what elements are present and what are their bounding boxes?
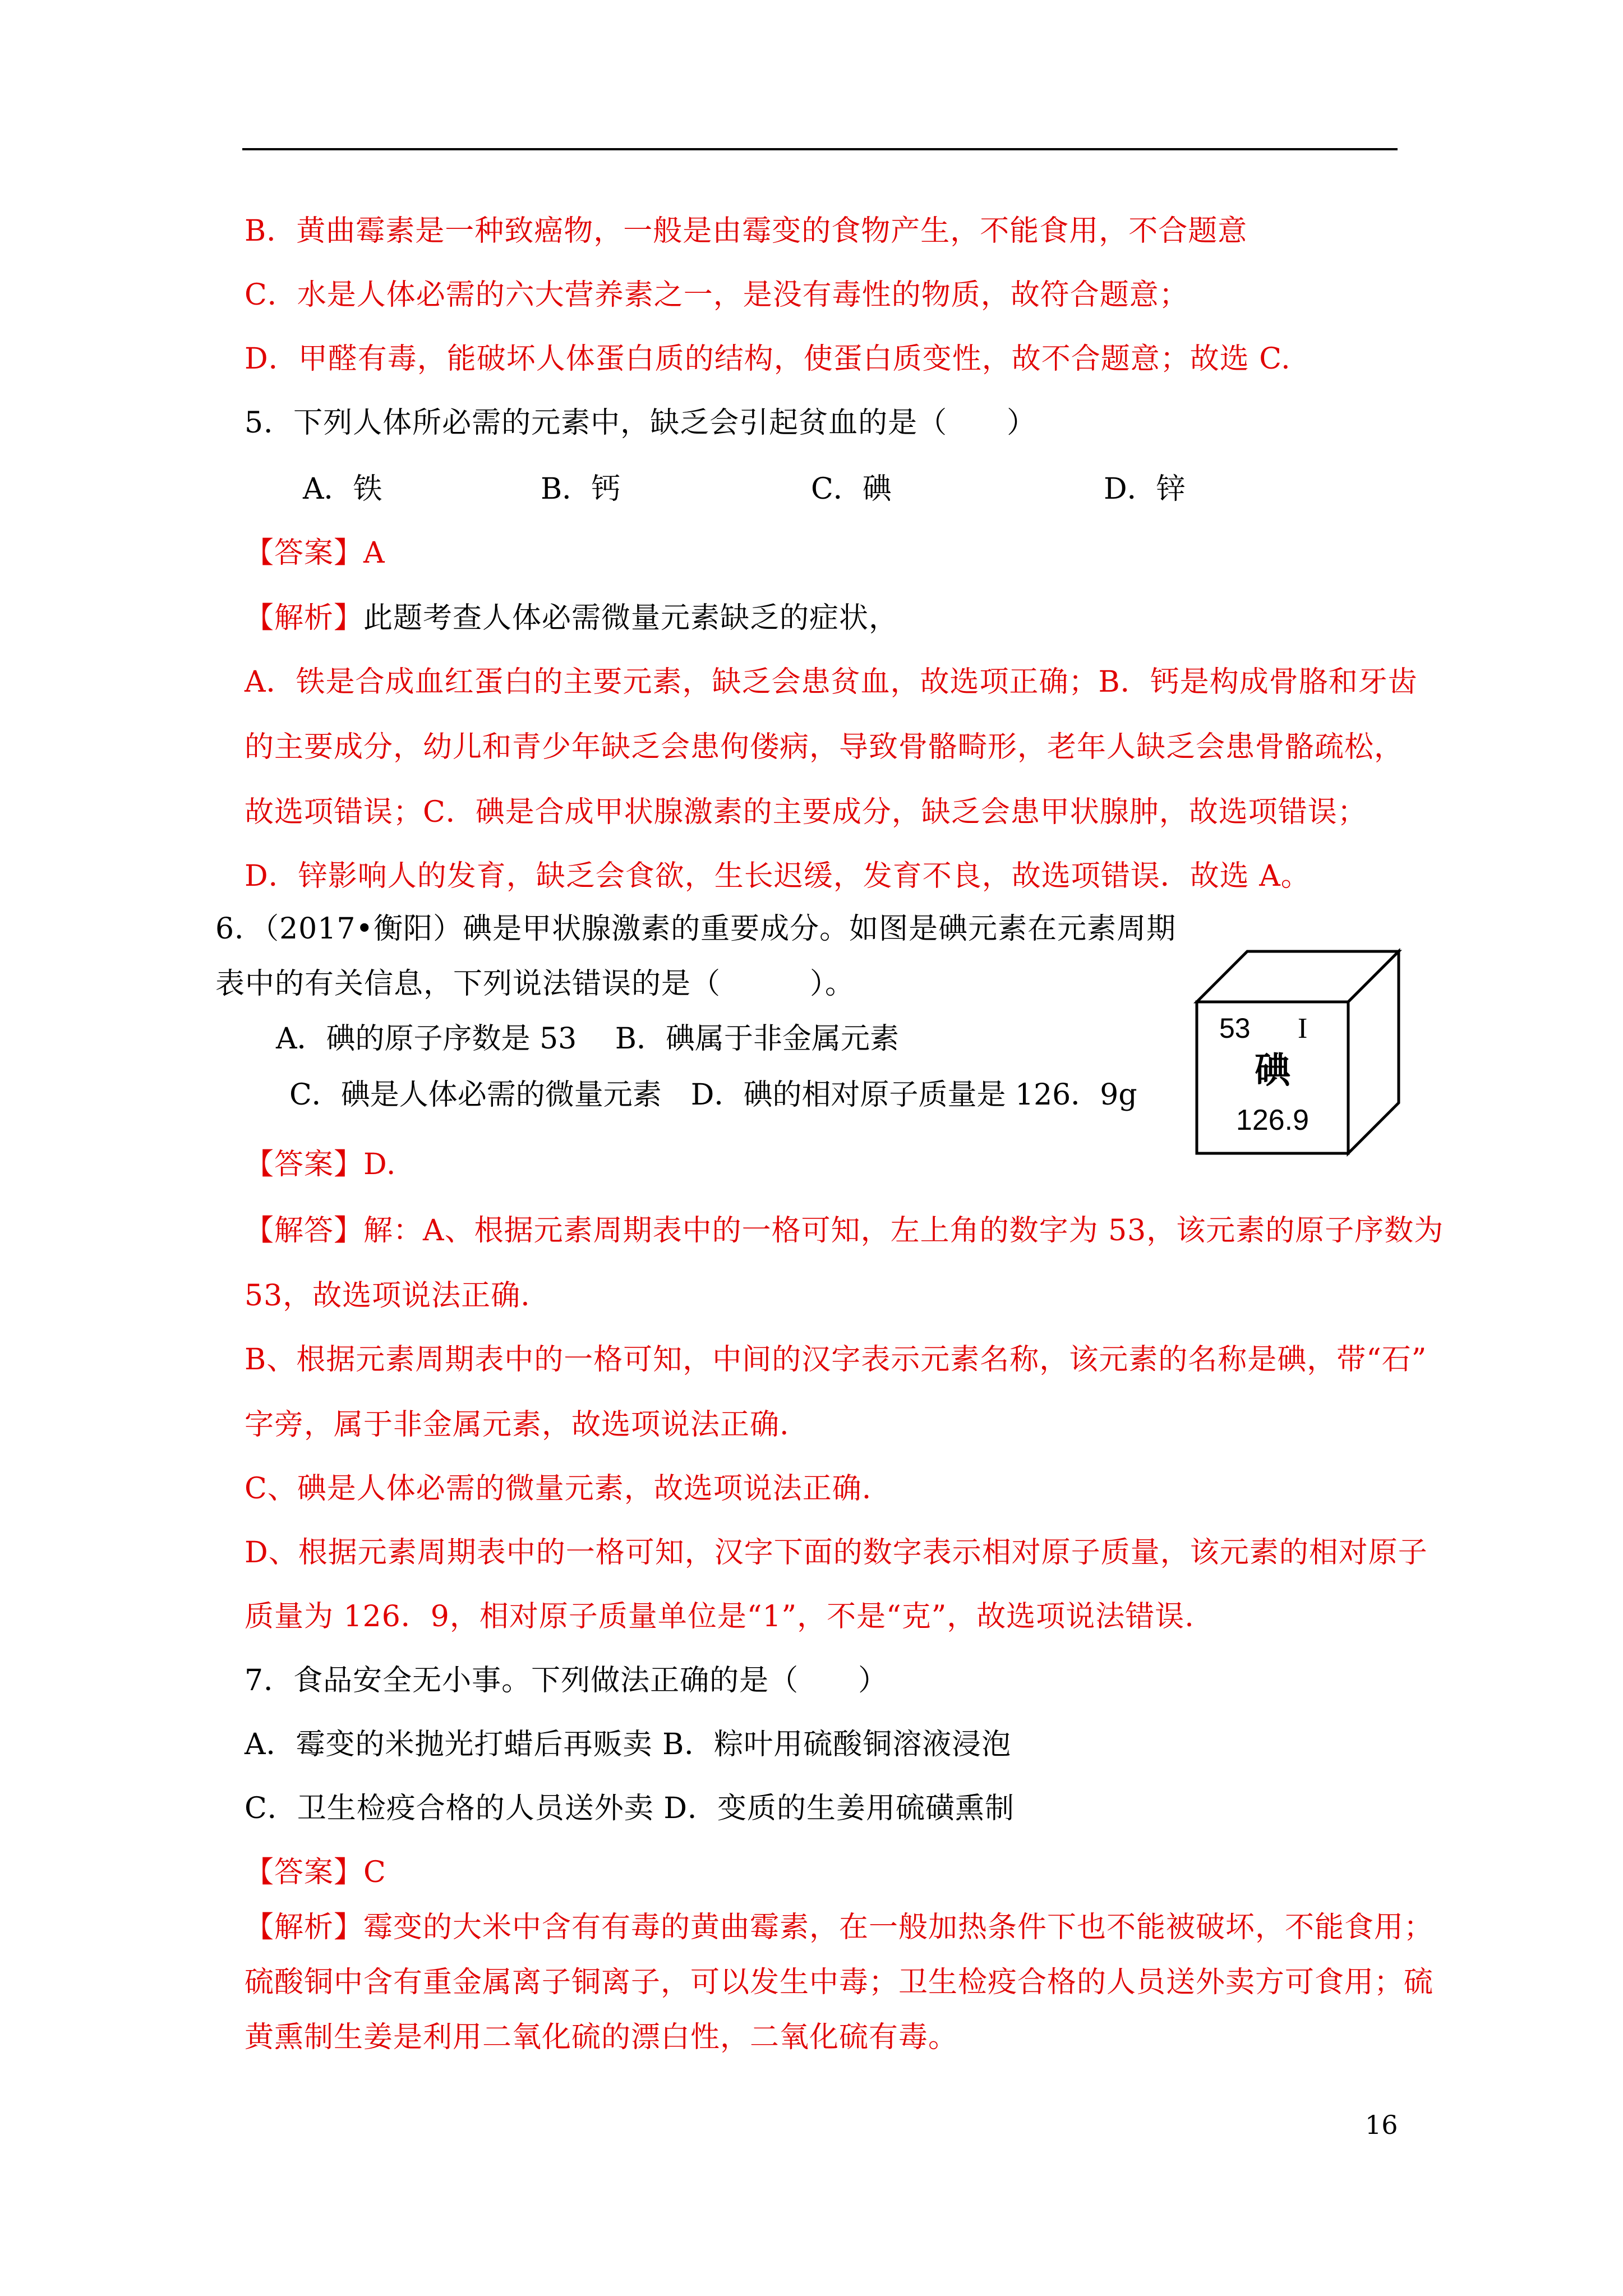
answer-tag: 【答案】 [245,1148,364,1181]
q6-solution-first [245,1211,1444,1251]
q5-analysis-line: A．铁是合成血红蛋白的主要元素，缺乏会患贫血，故选项正确；B．钙是构成骨胳和牙齿 [245,665,1418,699]
answer-tag: 【答案】 [245,1856,364,1889]
q4-analysis-c: C．水是人体必需的六大营养素之一，是没有毒性的物质，故符合题意； [245,278,1189,312]
q6-stem-line2: 表中的有关信息，下列说法错误的是（ ）。 [215,967,855,1001]
q5-option-d: D．锌 [1104,472,1186,506]
q4-analysis-b: B．黄曲霉素是一种致癌物，一般是由霉变的食物产生，不能食用，不合题意 [245,214,1248,248]
q5-analysis-line: 故选项错误；C．碘是合成甲状腺激素的主要成分，缺乏会患甲状腺肿，故选项错误； [245,795,1367,829]
analysis-intro-text: 此题考查人体必需微量元素缺乏的症状， [363,601,899,635]
q5-option-c: C．碘 [811,472,892,506]
atomic-number: 53 [1219,1013,1251,1044]
q7-answer [245,1852,386,1893]
analysis-line: 霉变的大米中含有有毒的黄曲霉素，在一般加热条件下也不能被破坏，不能食用； [363,1911,1434,1944]
q7-options-line1: A．霉变的米抛光打蜡后再贩卖 B．粽叶用硫酸铜溶液浸泡 [245,1728,1012,1761]
solution-line: 解：A、根据元素周期表中的一格可知，左上角的数字为 53，该元素的原子序数为 [363,1214,1444,1248]
q5-analysis-line: D．锌影响人的发育，缺乏会食欲，生长迟缓，发育不良，故选项错误．故选 A。 [245,859,1311,893]
page-number: 16 [1365,2110,1398,2140]
q6-solution-line: C、碘是人体必需的微量元素，故选项说法正确. [245,1472,872,1506]
q6-solution-line: B、根据元素周期表中的一格可知，中间的汉字表示元素名称，该元素的名称是碘，带“石” [245,1343,1427,1377]
q6-solution-line: 53，故选项说法正确. [245,1279,531,1313]
analysis-tag: 【解析】 [245,1911,364,1944]
q5-stem: 5．下列人体所必需的元素中，缺乏会引起贫血的是（ ） [245,406,1037,440]
q6-solution-line: 字旁，属于非金属元素，故选项说法正确. [245,1408,790,1442]
atomic-mass: 126.9 [1235,1104,1310,1137]
solution-tag: 【解答】 [245,1214,364,1248]
iodine-element-cell [1193,948,1402,1157]
header-rule [242,148,1398,150]
q5-analysis-line: 的主要成分，幼儿和青少年缺乏会患佝偻病，导致骨骼畸形，老年人缺乏会患骨骼疏松， [245,730,1404,764]
element-symbol: I [1298,1013,1308,1045]
q4-analysis-d: D．甲醛有毒，能破坏人体蛋白质的结构，使蛋白质变性，故不合题意；故选 C. [245,342,1291,376]
analysis-tag: 【解析】 [245,601,364,635]
q6-solution-line: 质量为 126．9，相对原子质量单位是“1”，不是“克”，故选项说法错误. [245,1600,1195,1634]
answer-value: D. [363,1148,396,1181]
q6-stem-line1: 6．（2017•衡阳）碘是甲状腺激素的重要成分。如图是碘元素在元素周期 [215,912,1177,946]
q6-solution-line: D、根据元素周期表中的一格可知，汉字下面的数字表示相对原子质量，该元素的相对原子 [245,1536,1428,1570]
q5-answer [245,533,385,573]
q7-stem: 7．食品安全无小事。下列做法正确的是（ ） [245,1664,888,1697]
q7-analysis-line: 硫酸铜中含有重金属离子铜离子，可以发生中毒；卫生检疫合格的人员送外卖方可食用；硫 [245,1966,1434,1999]
answer-value: C [363,1856,386,1889]
q5-analysis-intro [245,598,898,638]
q5-option-a: A．铁 [303,472,382,506]
q7-options-line2: C．卫生检疫合格的人员送外卖 D．变质的生姜用硫磺熏制 [245,1792,1015,1825]
q7-analysis-first [245,1907,1433,1948]
q6-answer [245,1144,396,1185]
answer-value: A [363,536,385,570]
element-name: 碘 [1255,1050,1290,1092]
q5-option-b: B．钙 [541,472,621,506]
q7-analysis-line: 黄熏制生姜是利用二氧化硫的漂白性，二氧化硫有毒。 [245,2021,958,2054]
q6-options-line2: C．碘是人体必需的微量元素 D．碘的相对原子质量是 126．9g [289,1078,1137,1112]
answer-tag: 【答案】 [245,536,364,570]
q6-options-line1: A．碘的原子序数是 53 B．碘属于非金属元素 [276,1022,899,1056]
